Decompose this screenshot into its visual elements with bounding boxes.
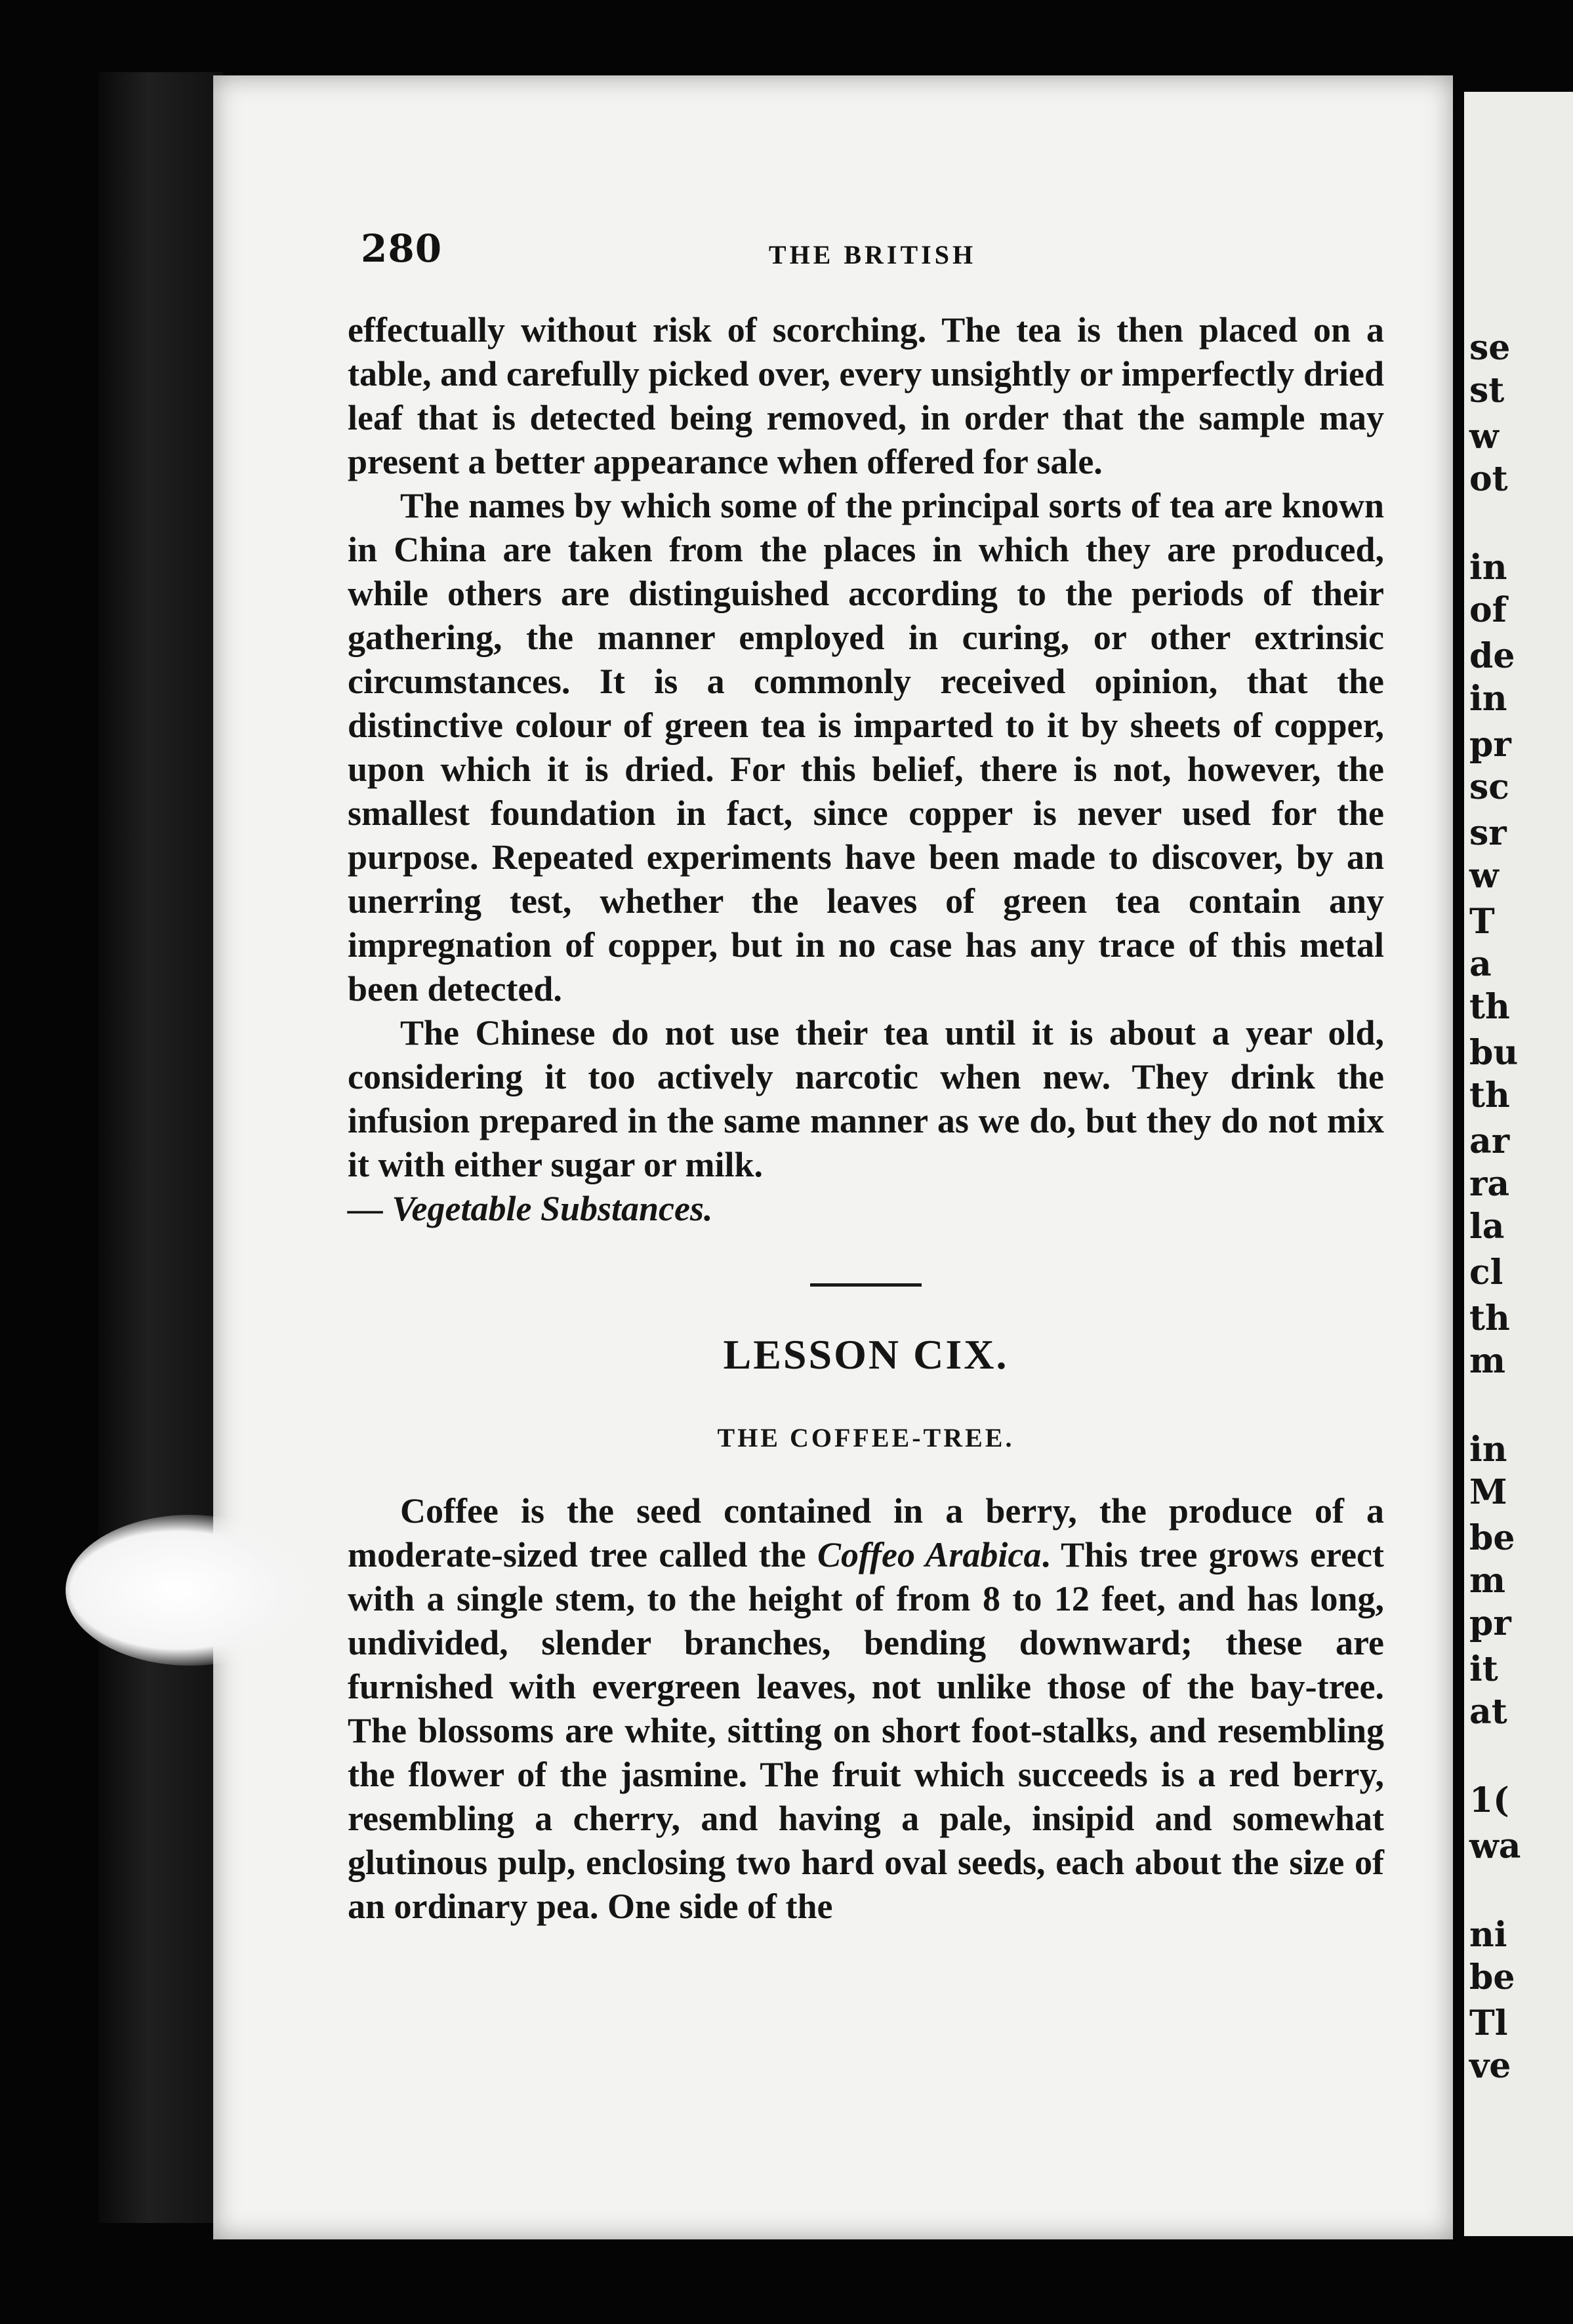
facing-page-fragment: sc [1469, 767, 1509, 807]
facing-page-fragment: ni [1469, 1915, 1507, 1955]
paragraph-continued: effectually without risk of scorching. The tea is then placed on a table, and carefully picked over, every unsightly or imperfectly dried leaf that is detected being removed, in order that the sample may present a better appearance when offered for sale. [348, 310, 1384, 481]
facing-page-fragment: in [1469, 679, 1507, 719]
page-header [361, 226, 1384, 279]
paragraph-coffee [348, 1489, 1384, 1929]
facing-page-fragment: pr [1469, 1603, 1511, 1643]
facing-page-fragment: th [1469, 987, 1510, 1027]
facing-page-fragment: cl [1469, 1252, 1503, 1292]
facing-page-fragment: of [1469, 590, 1507, 630]
facing-page-fragment: bu [1469, 1033, 1519, 1073]
facing-page-fragment: w [1469, 416, 1499, 456]
running-head: THE BRITISH [768, 240, 977, 270]
coffee-text-start: Coffee is the seed contained in a berry, the produce of a moderate-sized tree called the [348, 1491, 1384, 1574]
facing-page-fragment: a [1469, 944, 1492, 984]
facing-page-fragment: in [1469, 548, 1507, 588]
facing-page-fragment: la [1469, 1207, 1505, 1247]
facing-page-fragment: at [1469, 1692, 1507, 1732]
facing-page-fragment: it [1469, 1649, 1498, 1689]
facing-page-fragment: T [1469, 902, 1495, 942]
facing-page-fragment: wa [1469, 1826, 1521, 1866]
paragraph-chinese-tea: The Chinese do not use their tea until it is about a year old, considering it too actively narcotic when new. They drink the infusion prepared in the same manner as we do, but they do not mix it with either sugar or milk. [348, 1013, 1384, 1184]
facing-page-fragment: pr [1469, 725, 1511, 765]
facing-page-fragment: ra [1469, 1164, 1510, 1204]
page-body [348, 308, 1384, 1929]
book-binding-shadow [98, 72, 223, 2223]
facing-page-fragment: se [1469, 328, 1511, 368]
facing-page-fragment: st [1469, 371, 1505, 411]
facing-page-fragment: ar [1469, 1121, 1510, 1161]
facing-page-fragment: th [1469, 1298, 1510, 1338]
facing-page-fragment: ot [1469, 459, 1508, 499]
facing-page-fragment: M [1469, 1472, 1507, 1512]
facing-page-fragment: m [1469, 1561, 1506, 1601]
section-divider [810, 1283, 922, 1287]
paper-damage-spot [66, 1515, 315, 1666]
facing-page-fragment: w [1469, 856, 1499, 896]
facing-page-fragment: Tl [1469, 2003, 1508, 2043]
facing-page-fragment: ve [1469, 2046, 1511, 2086]
species-name: Coffeo Arabica [817, 1535, 1042, 1574]
facing-page-fragment: be [1469, 1957, 1515, 1997]
section-title: THE COFFEE-TREE. [717, 1423, 1015, 1452]
facing-page-fragment: m [1469, 1341, 1506, 1381]
source-attribution: — Vegetable Substances. [348, 1189, 713, 1228]
facing-page-edge [1464, 92, 1573, 2236]
facing-page-fragment: 1( [1469, 1780, 1509, 1820]
lesson-title: LESSON CIX. [723, 1331, 1009, 1378]
facing-page-fragment: be [1469, 1518, 1515, 1558]
facing-page-fragment: in [1469, 1430, 1507, 1470]
coffee-text-end: . This tree grows erect with a single stem, to the height of from 8 to 12 feet, and has long, undivided, slender branches, bending downward; these are furnished with evergreen leaves, not unlike those of the bay-tree. The blossoms are white, sitting on short foot-stalks, and resembling the flower of the jasmine. The fruit which succeeds is a red berry, resembling a cherry, and having a pale, insipid and somewhat glutinous pulp, enclosing two hard oval seeds, each about the size of an ordinary pea. One side of the [348, 1535, 1384, 1926]
paragraph-tea-names: The names by which some of the principal sorts of tea are known in China are taken from the places in which they are produced, while others are distinguished according to the periods of their gathering, the manner employed in curing, or other extrinsic circumstances. It is a commonly received opinion, that the distinctive colour of green tea is imparted to it by sheets of copper, upon which it is dried. For this belief, there is not, however, the smallest foundation in fact, since copper is never used for the purpose. Repeated experiments have been made to discover, by an unerring test, whether the leaves of green tea contain any impregnation of copper, but in no case has any trace of this metal been detected. [348, 486, 1384, 1009]
facing-page-fragment: th [1469, 1075, 1510, 1115]
facing-page-fragment: de [1469, 636, 1515, 676]
page-number: 280 [361, 226, 443, 271]
facing-page-fragment: sr [1469, 813, 1507, 853]
